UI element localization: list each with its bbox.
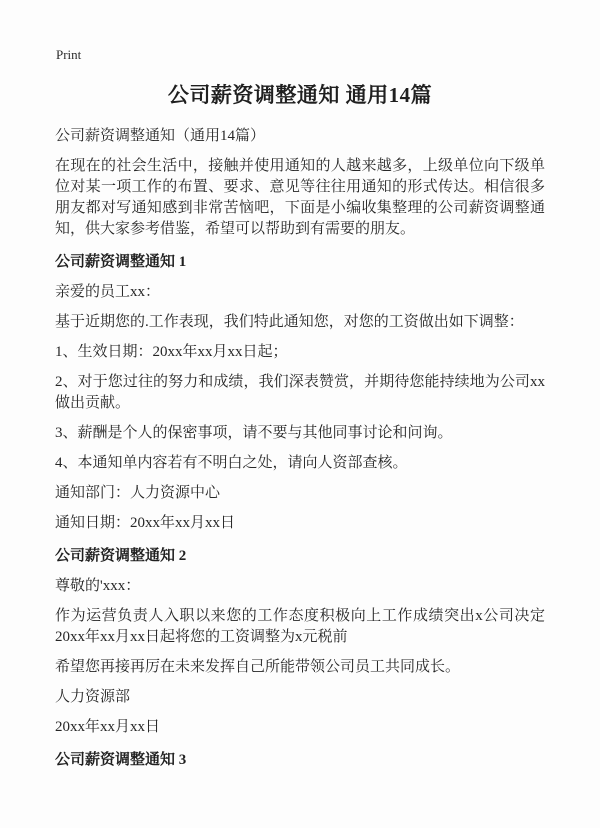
notice2-signature: 人力资源部	[55, 689, 131, 705]
notice1-date-line: 通知日期：20xx年xx月xx日	[55, 515, 236, 531]
notice1-item-3: 3、薪酬是个人的保密事项，请不要与其他同事讨论和问询。	[55, 425, 453, 441]
notice2-body: 作为运营负责人入职以来您的工作态度积极向上工作成绩突出x公司决定20xx年xx月xx日起将您的工资调整为x元税前	[55, 608, 545, 645]
page-title: 公司薪资调整通知 通用14篇	[167, 83, 433, 107]
print-button[interactable]: Print	[56, 47, 82, 62]
notice1-opening: 基于近期您的.工作表现，我们特此通知您，对您的工资做出如下调整：	[55, 314, 524, 330]
section-heading-3: 公司薪资调整通知 3	[55, 752, 187, 768]
notice1-salutation: 亲爱的员工xx：	[55, 284, 161, 300]
notice1-department-line: 通知部门：人力资源中心	[55, 485, 221, 501]
document-subtitle: 公司薪资调整通知（通用14篇）	[55, 128, 266, 144]
notice2-salutation: 尊敬的'xxx：	[55, 578, 141, 594]
notice1-item-4: 4、本通知单内容若有不明白之处，请向人资部查核。	[55, 455, 408, 471]
intro-paragraph: 在现在的社会生活中，接触并使用通知的人越来越多，上级单位向下级单位对某一项工作的布置、要求、意见等往往用通知的形式传达。相信很多朋友都对写通知感到非常苦恼吧，下面是小编收集整理的公司薪资调整通知，供大家参考借鉴，希望可以帮助到有需要的朋友。	[55, 158, 545, 237]
notice1-item-1: 1、生效日期：20xx年xx月xx日起；	[55, 344, 288, 360]
notice2-date-line: 20xx年xx月xx日	[55, 719, 161, 735]
notice2-closing: 希望您再接再厉在未来发挥自己所能带领公司员工共同成长。	[55, 659, 461, 675]
section-heading-1: 公司薪资调整通知 1	[55, 254, 187, 270]
notice1-item-2: 2、对于您过往的努力和成绩，我们深表赞赏，并期待您能持续地为公司xx做出贡献。	[55, 374, 545, 411]
section-heading-2: 公司薪资调整通知 2	[55, 548, 187, 564]
